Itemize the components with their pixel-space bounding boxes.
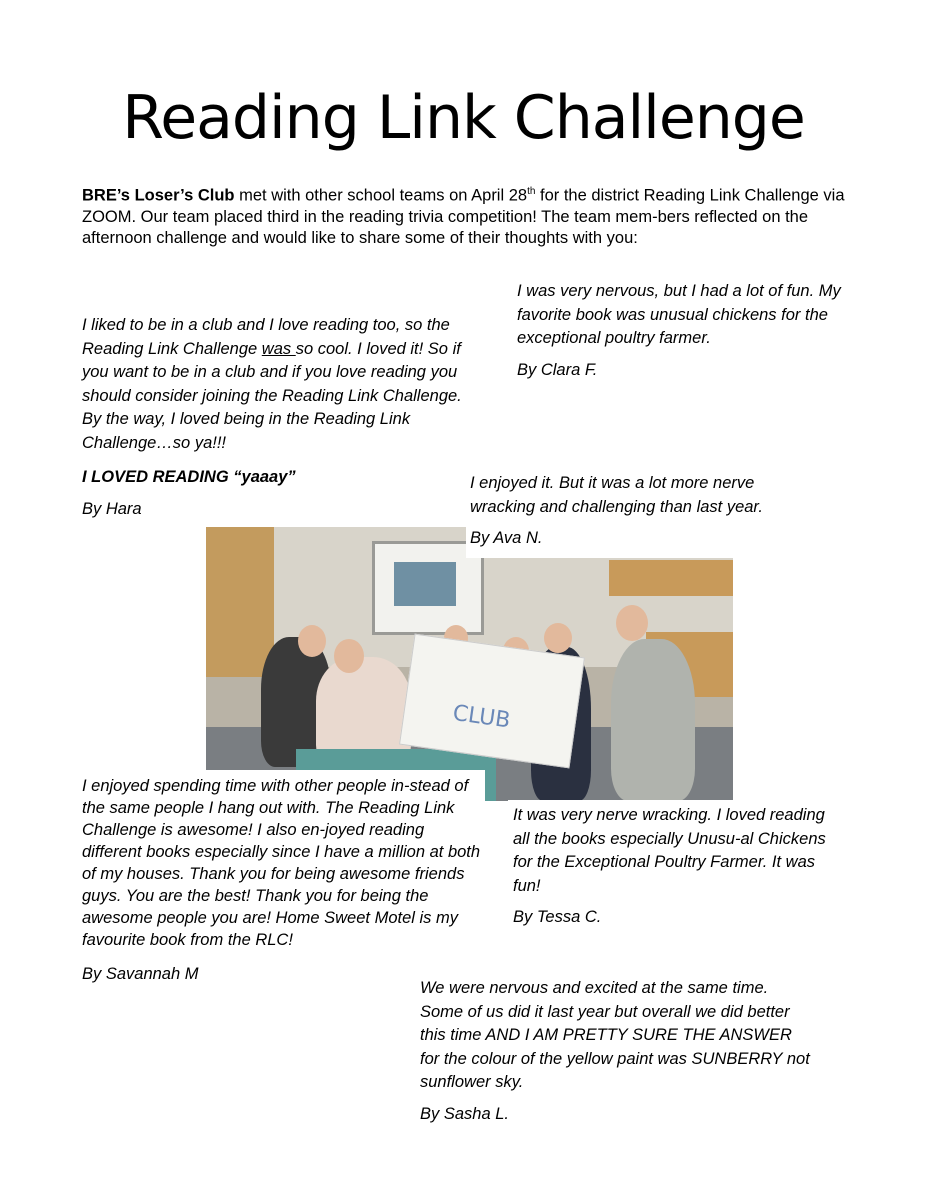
- quote-sasha: [420, 977, 815, 1126]
- photo-screen: [394, 562, 456, 606]
- quote-byline: By Sasha L.: [420, 1104, 509, 1123]
- poster-text: CLUB: [451, 700, 512, 734]
- student-6: [611, 639, 695, 801]
- quote-hara: [82, 314, 482, 521]
- quote-underlined: was: [261, 339, 296, 358]
- intro-text-1: met with other school teams on April 28: [234, 186, 528, 205]
- club-name: BRE’s Loser’s Club: [82, 186, 235, 205]
- quote-text: [82, 314, 482, 455]
- club-poster: [399, 634, 585, 769]
- student-1-head: [298, 625, 326, 657]
- quote-byline: By Hara: [82, 499, 142, 518]
- quote-text: We were nervous and excited at the same time. Some of us did it last year but overall we did better this time AND I AM PRETTY SURE THE ANSWER for the colour of the yellow paint was SUNBERRY not sunflower sky.: [420, 979, 810, 1091]
- quote-byline: By Clara F.: [517, 360, 598, 379]
- page-title: Reading Link Challenge: [122, 83, 805, 153]
- student-6-head: [616, 605, 648, 641]
- quote-text-1: I liked to be in a club and I love reading too, so the Reading Link Challenge: [82, 316, 450, 358]
- quote-tessa: [513, 804, 838, 930]
- quote-loved-reading: I LOVED READING “yaaay”: [82, 468, 296, 486]
- quote-text: It was very nerve wracking. I loved reading all the books especially Unusu-al Chickens for the Exceptional Poultry Farmer. It was fun!: [513, 806, 826, 895]
- quote-savannah: [82, 775, 482, 985]
- team-photo: [206, 527, 733, 801]
- quote-text: I enjoyed spending time with other people in-stead of the same people I hang out with. The Reading Link Challenge is awesome! I also en-joyed reading different books especially since I have a million at both of my houses. Thank you for being awesome friends guys. You are the best! Thank you for being the awesome people you are! Home Sweet Motel is my favourite book from the RLC!: [82, 777, 481, 949]
- quote-byline: By Ava N.: [470, 529, 543, 547]
- quote-text: I was very nervous, but I had a lot of fun. My favorite book was unusual chickens for the exceptional poultry farmer.: [517, 282, 841, 347]
- student-2-head: [334, 639, 364, 673]
- intro-paragraph: [82, 181, 847, 249]
- quote-ava: [470, 472, 805, 551]
- quote-clara: [517, 280, 867, 382]
- intro-text-2: for the district Reading Link Challenge via ZOOM. Our team placed third in the reading trivia competition! The team mem-bers reflected on the afternoon challenge and would like to share some of their thoughts with you:: [82, 186, 845, 247]
- photo-cabinet-right: [609, 560, 733, 596]
- quote-text-2: so cool. I loved it! So if you want to be in a club and if you love reading you should consider joining the Reading Link Challenge. By the way, I loved being in the Reading Link Challenge…so ya!!!: [82, 339, 462, 452]
- quote-byline: By Savannah M: [82, 965, 199, 983]
- quote-text: I enjoyed it. But it was a lot more nerve wracking and challenging than last year.: [470, 474, 763, 516]
- photo-cabinet-left: [206, 527, 274, 677]
- quote-byline: By Tessa C.: [513, 908, 602, 926]
- intro-sup: th: [527, 186, 536, 197]
- student-5-head: [544, 623, 572, 653]
